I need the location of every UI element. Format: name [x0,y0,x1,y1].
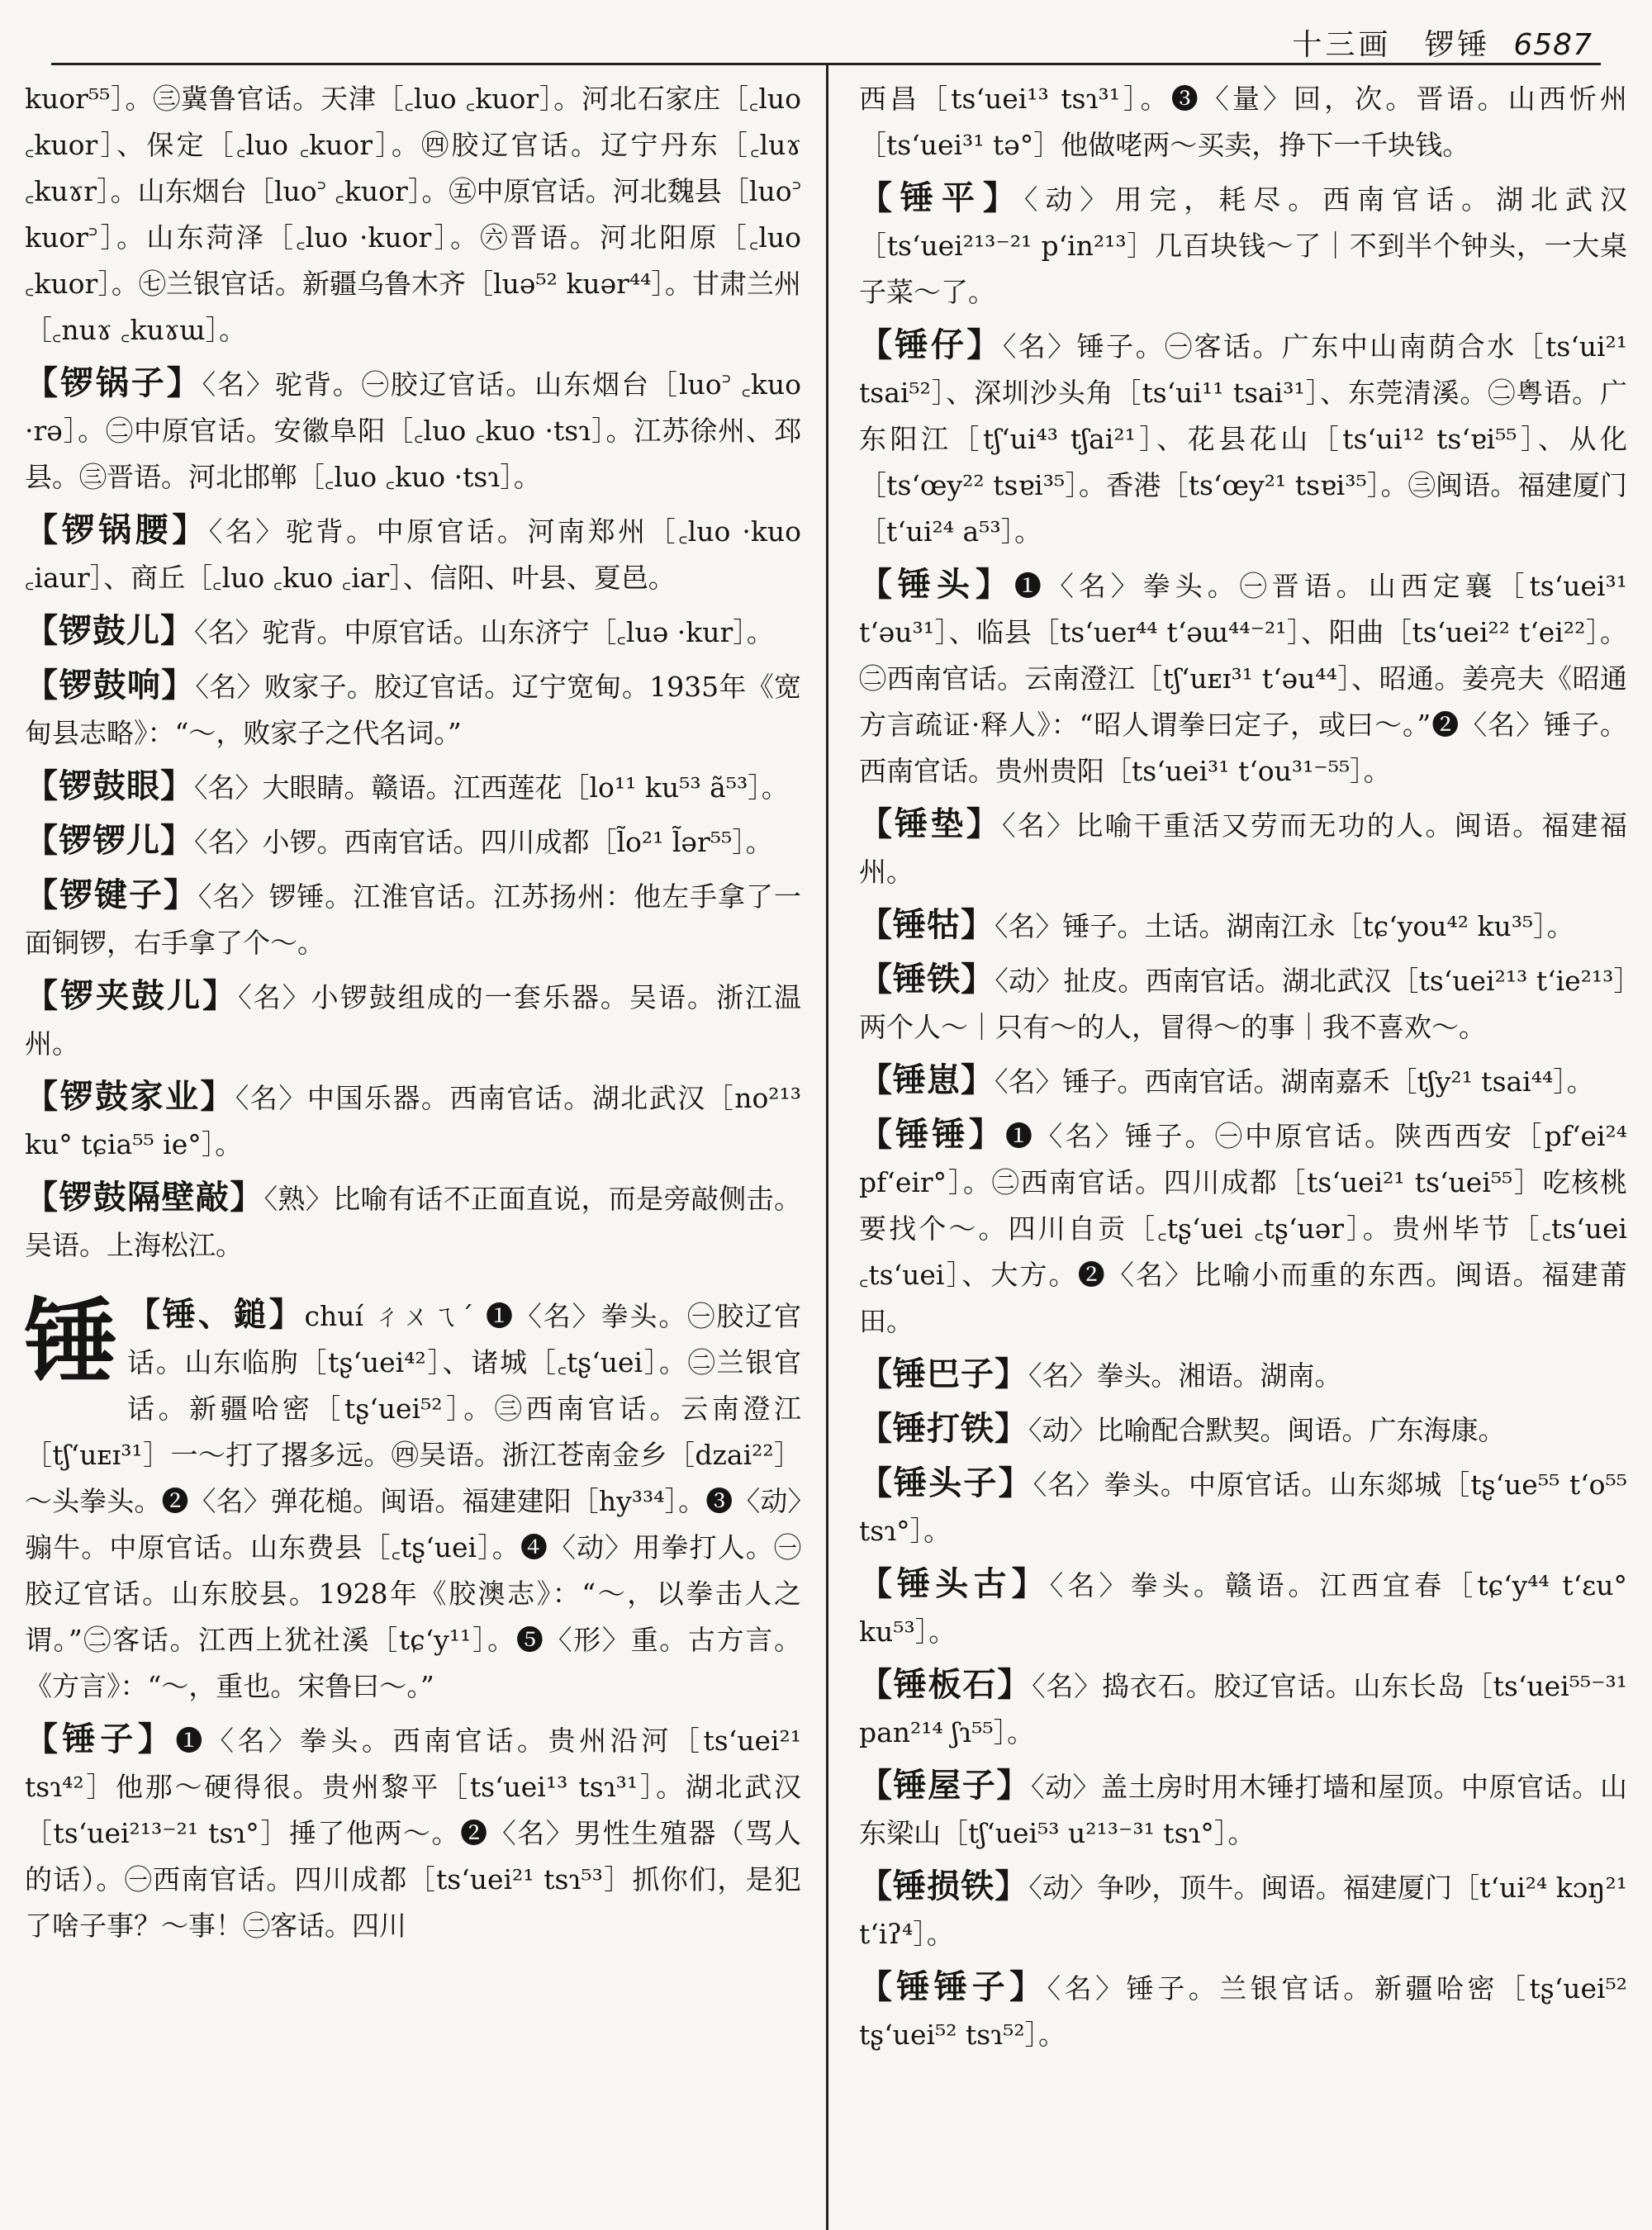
entry-luo-gu-jia-ye: 【锣鼓家业】〈名〉中国乐器。西南官话。湖北武汉［no²¹³ ku° tɕia⁵⁵ ie°］。 [25,1077,801,1160]
headword: 【锤仔】 [859,325,1003,364]
entry-luo-luo-er: 【锣锣儿】〈名〉小锣。西南官话。四川成都［l̃o²¹ l̃ər⁵⁵］。 [25,821,773,860]
entry-chui-da-tie: 【锤打铁】〈动〉比喻配合默契。闽语。广东海康。 [859,1409,1506,1448]
headword: 【锤锤子】 [859,1967,1047,2006]
entry-luo-guo-yao: 【锣锅腰】〈名〉驼背。中原官话。河南郑州［꜀luo ·kuo ꜀iaur］、商丘［꜀luo ꜀kuo ꜀iar］、信阳、叶县、夏邑。 [25,510,801,594]
entry-chui-chui-zi: 【锤锤子】〈名〉锤子。兰银官话。新疆哈密［tʂ‘uei⁵² tʂ‘uei⁵² tsɿ⁵²］。 [859,1967,1627,2051]
headword: 【锤板石】 [859,1665,1032,1704]
entry-luo-gu-er: 【锣鼓儿】〈名〉驼背。中原官话。山东济宁［꜀luə ·kur］。 [25,611,774,650]
headword: 【锤垫】 [859,804,1003,843]
entry-chui-tou-zi: 【锤头子】〈名〉拳头。中原官话。山东郯城［tʂ‘ue⁵⁵ t‘o⁵⁵ tsɿ°］。 [859,1464,1627,1547]
headword: 【锤损铁】 [859,1867,1029,1905]
header-title: 十三画 锣锤 [1292,28,1491,62]
headword: 【锤子】 [25,1720,176,1758]
right-column [859,76,1627,2223]
entry-luo-jia-gu-er: 【锣夹鼓儿】〈名〉小锣鼓组成的一套乐器。吴语。浙江温州。 [25,976,801,1060]
running-header [1292,21,1593,64]
headword: 【锣鼓隔壁敲】 [25,1178,264,1217]
entry-chui-sun-tie: 【锤损铁】〈动〉争吵，顶牛。闽语。福建厦门［t‘ui²⁴ kɔŋ²¹ t‘iʔ⁴］。 [859,1867,1627,1950]
entry-continuation-right: 西昌［ts‘uei¹³ tsɿ³¹］。❸〈量〉回，次。晋语。山西忻州［ts‘uei³¹ tə°］他做咾两～买卖，挣下一千块钱。 [859,83,1627,161]
entry-chui-wu-zi: 【锤屋子】〈动〉盖土房时用木锤打墙和屋顶。中原官话。山东梁山［tʃ‘uei⁵³ u²¹³⁻³¹ tsɿ°］。 [859,1766,1627,1849]
headword: 【锣夹鼓儿】 [25,976,239,1015]
headword: 【锣锅子】 [25,363,202,402]
entry-chui-tou-gu: 【锤头古】〈名〉拳头。赣语。江西宜春［tɕ‘y⁴⁴ t‘ɛu° ku⁵³］。 [859,1564,1627,1648]
entry-chui-zai-2: 【锤崽】〈名〉锤子。西南官话。湖南嘉禾［tʃy²¹ tsai⁴⁴］。 [859,1060,1594,1099]
entry-chui-ba-zi: 【锤巴子】〈名〉拳头。湘语。湖南。 [859,1355,1342,1393]
page-number: 6587 [1513,28,1593,62]
headword: 【锣锣儿】 [25,821,194,860]
entry-luo-guo-zi: 【锣锅子】〈名〉驼背。㊀胶辽官话。山东烟台［luo꜄ ꜀kuo ·rə］。㊁中原官话。安徽阜阳［꜀luo ꜀kuo ·tsɿ］。江苏徐州、邳县。㊂晋语。河北邯郸［꜀luo ꜀kuo ·tsɿ］。 [25,363,801,493]
headword: 【锤、鎚】 [127,1295,305,1334]
headword: 【锣鼓家业】 [25,1077,235,1116]
left-column [25,76,801,2223]
headword: 【锤崽】 [859,1060,995,1099]
entry-chui-chui: 【锤锤】❶〈名〉锤子。㊀中原官话。陕西西安［pf‘ei²⁴ pf‘eir°］。㊁西南官话。四川成都［ts‘uei²¹ ts‘uei⁵⁵］吃核桃要找个～。四川自贡［꜀tʂ‘uei ꜀tʂ‘uər］。贵州毕节［꜀ts‘uei ꜀ts‘uei］、大方。❷〈名〉比喻小而重的东西。闽语。福建莆田。 [859,1115,1627,1337]
entry-chui-tie: 【锤铁】〈动〉扯皮。西南官话。湖北武汉［ts‘uei²¹³ t‘ie²¹³］两个人～｜只有～的人，冒得～的事｜我不喜欢～。 [859,960,1627,1043]
entry-luo-gu-ge-bi-qiao: 【锣鼓隔壁敲】〈熟〉比喻有话不正面直说，而是旁敲侧击。吴语。上海松江。 [25,1178,801,1261]
headword: 【锤巴子】 [859,1355,1028,1393]
entry-chui-gu: 【锤牯】〈名〉锤子。土话。湖南江永［tɕ‘you⁴² ku³⁵］。 [859,905,1574,944]
headword: 【锤牯】 [859,905,995,944]
headword: 【锤平】 [859,178,1024,217]
entry-continuation: kuor⁵⁵］。㊂冀鲁官话。天津［꜀luo ꜀kuor］。河北石家庄［꜀luo ꜀kuor］、保定［꜀luo ꜀kuor］。㊃胶辽官话。辽宁丹东［꜀luɤ ꜀kuɤr］。山东烟台［luo꜄ ꜀kuor］。㊄中原官话。河北魏县［luo꜄ kuor꜄］。山东菏泽［꜀luo ·kuor］。㊅晋语。河北阳原［꜀luo ꜀kuor］。㊆兰银官话。新疆乌鲁木齐［luə⁵² kuər⁴⁴］。甘肃兰州［꜀nuɤ ꜀kuɤɯ］。 [25,83,801,346]
head-entry-text: 【锤、鎚】chuí ㄔㄨㄟˊ ❶〈名〉拳头。㊀胶辽官话。山东临朐［tʂ‘uei⁴²］、诸城［꜀tʂ‘uei］。㊁兰银官话。新疆哈密［tʂ‘uei⁵²］。㊂西南官话。云南澄江［tʃ‘uᴇɪ³¹］一～打了撂多远。㊃吴语。浙江苍南金乡［dzai²²］～头拳头。❷〈名〉弹花槌。闽语。福建建阳［hy³³⁴］。❸〈动〉骟牛。中原官话。山东费县［꜀tʂ‘uei］。❹〈动〉用拳打人。㊀胶辽官话。山东胶县。1928年《胶澳志》：“～，以拳击人之谓。”㊁客话。江西上犹社溪［tɕ‘y¹¹］。❺〈形〉重。古方言。《方言》：“～，重也。宋鲁曰～。” [25,1295,801,1702]
headword: 【锤头古】 [859,1564,1050,1603]
column-divider [826,64,828,2230]
entry-chui-ban-shi: 【锤板石】〈名〉捣衣石。胶辽官话。山东长岛［ts‘uei⁵⁵⁻³¹ pan²¹⁴ ʃɿ⁵⁵］。 [859,1665,1627,1748]
entry-chui-dian: 【锤垫】〈名〉比喻干重活又劳而无功的人。闽语。福建福州。 [859,804,1627,888]
headword: 【锣鼓眼】 [25,766,194,805]
headword: 【锣键子】 [25,875,198,914]
headword: 【锤锤】 [859,1115,1006,1154]
entry-luo-gu-yan: 【锣鼓眼】〈名〉大眼睛。赣语。江西莲花［lo¹¹ ku⁵³ ã⁵³］。 [25,766,789,805]
head-entry-chui [25,1288,801,1710]
entry-luo-gu-xiang: 【锣鼓响】〈名〉败家子。胶辽官话。辽宁宽甸。1935年《宽甸县志略》：“～，败家子之代名词。” [25,666,801,749]
headword: 【锣锅腰】 [25,510,209,549]
headword: 【锤铁】 [859,960,995,999]
headword: 【锤打铁】 [859,1409,1028,1448]
entry-luo-jian-zi: 【锣键子】〈名〉锣锤。江淮官话。江苏扬州：他左手拿了一面铜锣，右手拿了个～。 [25,875,801,959]
entry-chui-ping: 【锤平】〈动〉用完，耗尽。西南官话。湖北武汉［ts‘uei²¹³⁻²¹ p‘in²¹³］几百块钱～了｜不到半个钟头，一大桌子菜～了。 [859,178,1627,308]
headword: 【锤头】 [859,565,1014,604]
headword: 【锤屋子】 [859,1766,1031,1805]
entry-chui-tou: 【锤头】❶〈名〉拳头。㊀晋语。山西定襄［ts‘uei³¹ t‘əu³¹］、临县［ts‘ueɪ⁴⁴ t‘əɯ⁴⁴⁻²¹］、阳曲［ts‘uei²² t‘ei²²］。㊁西南官话。云南澄江［tʃ‘uᴇɪ³¹ t‘əu⁴⁴］、昭通。姜亮夫《昭通方言疏证·释人》：“昭人谓拳曰定子，或曰～。”❷〈名〉锤子。西南官话。贵州贵阳［ts‘uei³¹ t‘ou³¹⁻⁵⁵］。 [859,565,1627,787]
entry-chui-zai: 【锤仔】〈名〉锤子。㊀客话。广东中山南荫合水［ts‘ui²¹ tsai⁵²］、深圳沙头角［ts‘ui¹¹ tsai³¹］、东莞清溪。㊁粤语。广东阳江［tʃ‘ui⁴³ tʃai²¹］、花县花山［ts‘ui¹² ts‘ɐi⁵⁵］、从化［ts‘œy²² tsɐi³⁵］。香港［ts‘œy²¹ tsɐi³⁵］。㊂闽语。福建厦门［t‘ui²⁴ a⁵³］。 [859,325,1627,548]
headword: 【锣鼓响】 [25,666,196,705]
entry-chui-zi: 【锤子】❶〈名〉拳头。西南官话。贵州沿河［ts‘uei²¹ tsɿ⁴²］他那～硬得很。贵州黎平［ts‘uei¹³ tsɿ³¹］。湖北武汉［ts‘uei²¹³⁻²¹ tsɿ°］捶了他两～。❷〈名〉男性生殖器（骂人的话）。㊀西南官话。四川成都［ts‘uei²¹ tsɿ⁵³］抓你们，是犯了啥子事？～事！㊁客话。四川 [25,1720,801,1942]
headword: 【锣鼓儿】 [25,611,194,650]
page-header [0,0,1652,73]
headword: 【锤头子】 [859,1464,1033,1502]
head-character: 锤 [25,1288,117,1397]
